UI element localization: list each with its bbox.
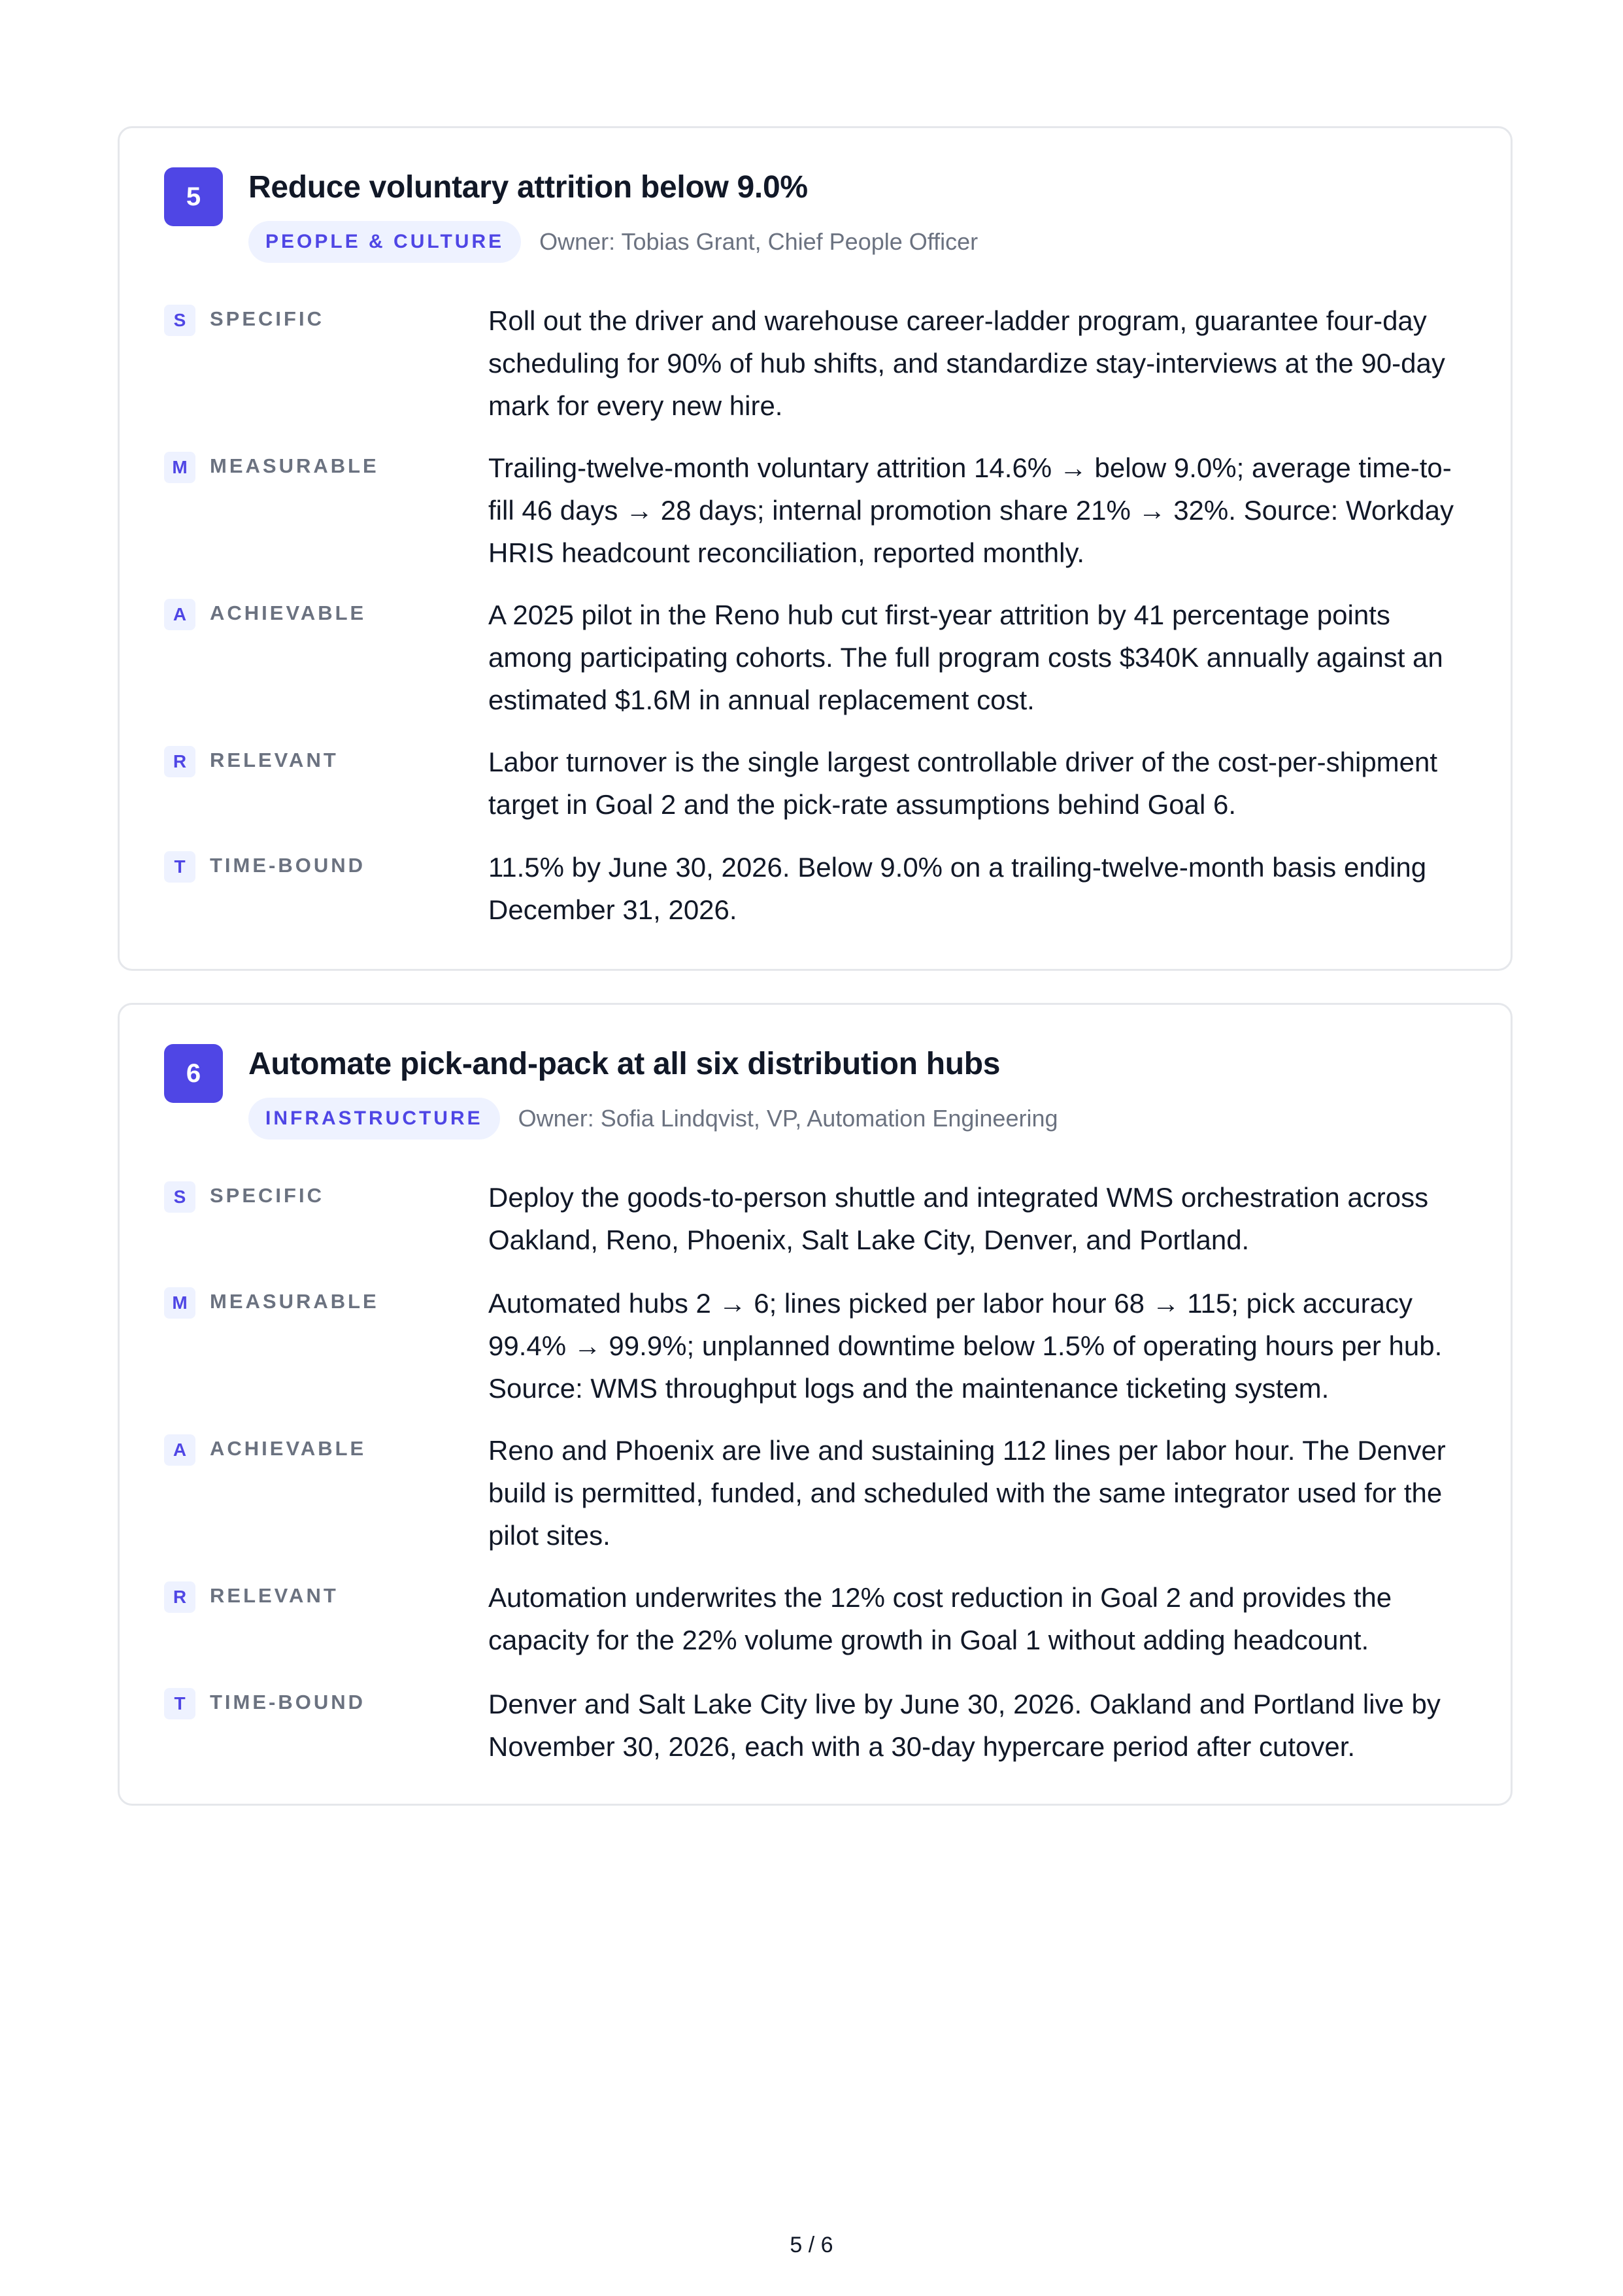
criterion-label: MEASURABLE bbox=[210, 454, 379, 477]
criterion-text: Reno and Phoenix are live and sustaining 112 lines per labor hour. The Denver build is permitted, funded, and scheduled with the same integrator used for the pilot sites. bbox=[488, 1435, 1446, 1551]
criterion-text: Roll out the driver and warehouse career-ladder program, guarantee four-day scheduling for 90% of hub shifts, and standardize stay-interviews at the 90-day mark for every new hire. bbox=[488, 305, 1445, 421]
criterion-text: Automated hubs 2 → 6; lines picked per labor hour 68 → 115; pick accuracy 99.4% → 99.9%; unplanned downtime below 1.5% of operating hours per hub. Source: WMS throughput logs and the maintenance ticketing system. bbox=[488, 1288, 1443, 1404]
criterion-letter: T bbox=[164, 851, 195, 883]
goal-title: Reduce voluntary attrition below 9.0% bbox=[248, 170, 808, 205]
criterion-text: 11.5% by June 30, 2026. Below 9.0% on a trailing-twelve-month basis ending December 31, 2026. bbox=[488, 852, 1427, 925]
criterion-label: RELEVANT bbox=[210, 749, 339, 771]
criterion-text: Automation underwrites the 12% cost reduction in Goal 2 and provides the capacity for the 22% volume growth in Goal 1 without adding headcount. bbox=[488, 1582, 1392, 1655]
category-pill: INFRASTRUCTURE bbox=[248, 1098, 500, 1140]
criterion-text: A 2025 pilot in the Reno hub cut first-year attrition by 41 percentage points among participating cohorts. The full program costs $340K annually against an estimated $1.6M in annual replacement cost. bbox=[488, 599, 1443, 715]
criterion-letter: R bbox=[164, 746, 195, 777]
criterion-letter: A bbox=[164, 599, 195, 630]
criterion-label: RELEVANT bbox=[210, 1584, 339, 1607]
category-pill: PEOPLE & CULTURE bbox=[248, 221, 521, 263]
criterion-label: MEASURABLE bbox=[210, 1290, 379, 1313]
goal-meta bbox=[248, 221, 978, 263]
goal-owner: Owner: Sofia Lindqvist, VP, Automation Engineering bbox=[518, 1105, 1058, 1132]
goal-number-badge: 6 bbox=[164, 1044, 223, 1103]
criterion-letter: R bbox=[164, 1581, 195, 1613]
criterion-label: ACHIEVABLE bbox=[210, 601, 367, 624]
criterion-letter: T bbox=[164, 1688, 195, 1719]
criterion-letter: M bbox=[164, 1287, 195, 1319]
goal-number-badge: 5 bbox=[164, 167, 223, 226]
criterion-label: SPECIFIC bbox=[210, 1184, 324, 1207]
goal-meta bbox=[248, 1098, 1058, 1140]
goal-title: Automate pick-and-pack at all six distribution hubs bbox=[248, 1047, 1001, 1081]
criterion-label: TIME-BOUND bbox=[210, 854, 366, 877]
criterion-text: Deploy the goods-to-person shuttle and integrated WMS orchestration across Oakland, Reno, Phoenix, Salt Lake City, Denver, and Portland. bbox=[488, 1182, 1429, 1255]
criterion-text: Labor turnover is the single largest controllable driver of the cost-per-shipment target in Goal 2 and the pick-rate assumptions behind Goal 6. bbox=[488, 747, 1438, 820]
criterion-letter: A bbox=[164, 1434, 195, 1466]
goal-card bbox=[118, 1003, 1513, 1806]
page-number: 5 / 6 bbox=[790, 2233, 833, 2257]
criterion-letter: M bbox=[164, 452, 195, 483]
goal-owner: Owner: Tobias Grant, Chief People Officer bbox=[539, 228, 979, 255]
criterion-text: Denver and Salt Lake City live by June 30, 2026. Oakland and Portland live by November 30, 2026, each with a 30-day hypercare period after cutover. bbox=[488, 1689, 1441, 1762]
criterion-letter: S bbox=[164, 305, 195, 336]
criterion-letter: S bbox=[164, 1181, 195, 1213]
criterion-label: ACHIEVABLE bbox=[210, 1437, 367, 1460]
criterion-text: Trailing-twelve-month voluntary attrition 14.6% → below 9.0%; average time-to-fill 46 days → 28 days; internal promotion share 21% → 32%. Source: Workday HRIS headcount reconciliation, reported monthly. bbox=[488, 452, 1454, 568]
criterion-label: TIME-BOUND bbox=[210, 1691, 366, 1714]
criterion-label: SPECIFIC bbox=[210, 307, 324, 330]
goal-card bbox=[118, 126, 1513, 971]
